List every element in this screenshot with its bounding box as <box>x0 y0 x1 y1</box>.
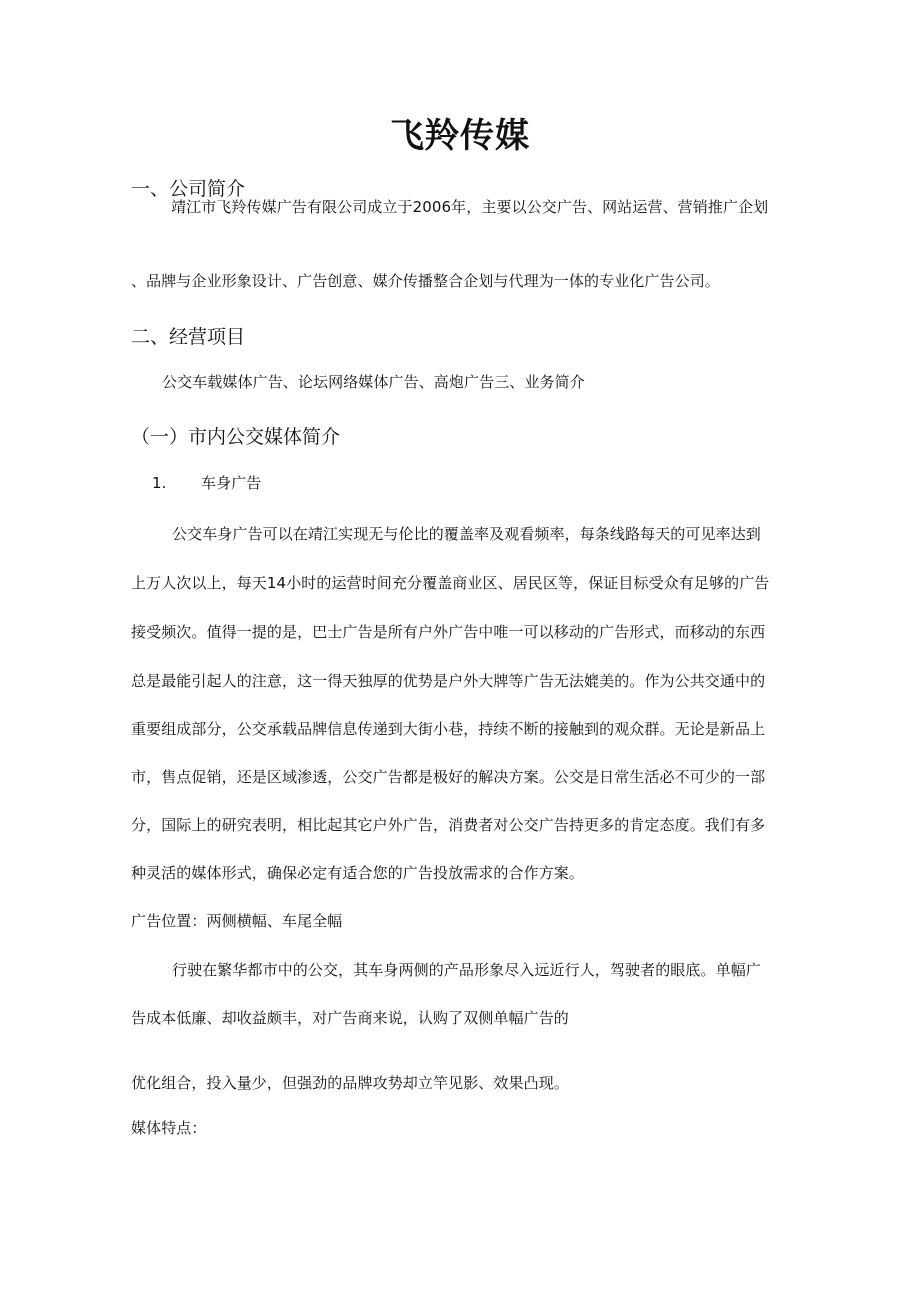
body-ad-para-line-6: 市，售点促销，还是区域渗透，公交广告都是极好的解决方案。公交是日常生活必不可少的一部 <box>131 768 766 786</box>
business-scope-text: 公交车载媒体广告、论坛网络媒体广告、高炮广告三、业务简介 <box>162 373 585 391</box>
document-title: 飞羚传媒 <box>390 116 530 156</box>
body-ad-para-line-3: 接受频次。值得一提的是，巴士广告是所有户外广告中唯一可以移动的广告形式，而移动的东西 <box>131 623 766 641</box>
media-features-label: 媒体特点： <box>131 1119 207 1137</box>
placement-para-line-3: 优化组合，投入量少，但强劲的品牌攻势却立竿见影、效果凸现。 <box>131 1074 569 1092</box>
subsection-heading-bus-media: （一）市内公交媒体简介 <box>131 426 341 448</box>
body-ad-para-line-2: 上万人次以上，每天14小时的运营时间充分覆盖商业区、居民区等，保证目标受众有足够的广告 <box>131 574 770 592</box>
body-ad-para-line-8: 种灵活的媒体形式，确保必定有适合您的广告投放需求的合作方案。 <box>131 864 585 882</box>
body-ad-para-line-5: 重要组成部分，公交承载品牌信息传递到大街小巷，持续不断的接触到的观众群。无论是新品上 <box>131 720 766 738</box>
section-heading-business-scope: 二、经营项目 <box>131 326 246 348</box>
body-ad-para-line-7: 分，国际上的研究表明，相比起其它户外广告，消费者对公交广告持更多的肯定态度。我们有多 <box>131 816 766 834</box>
placement-para-line-2: 告成本低廉、却收益颇丰，对广告商来说，认购了双侧单幅广告的 <box>131 1009 569 1027</box>
section-heading-company-intro: 一、公司简介 <box>131 178 246 200</box>
list-item-label-bus-body-ad: 车身广告 <box>201 474 262 492</box>
body-ad-para-line-4: 总是最能引起人的注意，这一得天独厚的优势是户外大牌等广告无法媲美的。作为公共交通中的 <box>131 672 766 690</box>
placement-para-line-1: 行驶在繁华都市中的公交，其车身两侧的产品形象尽入远近行人，驾驶者的眼底。单幅广 <box>172 961 761 979</box>
ad-position-label: 广告位置：两侧横幅、车尾全幅 <box>131 912 343 930</box>
list-item-number: 1. <box>152 474 167 492</box>
body-ad-para-line-1: 公交车身广告可以在靖江实现无与伦比的覆盖率及观看频率，每条线路每天的可见率达到 <box>172 525 761 543</box>
company-intro-line-2: 、品牌与企业形象设计、广告创意、媒介传播整合企划与代理为一体的专业化广告公司。 <box>131 272 720 290</box>
company-intro-line-1: 靖江市飞羚传媒广告有限公司成立于2006年，主要以公交广告、网站运营、营销推广企划 <box>171 198 769 216</box>
